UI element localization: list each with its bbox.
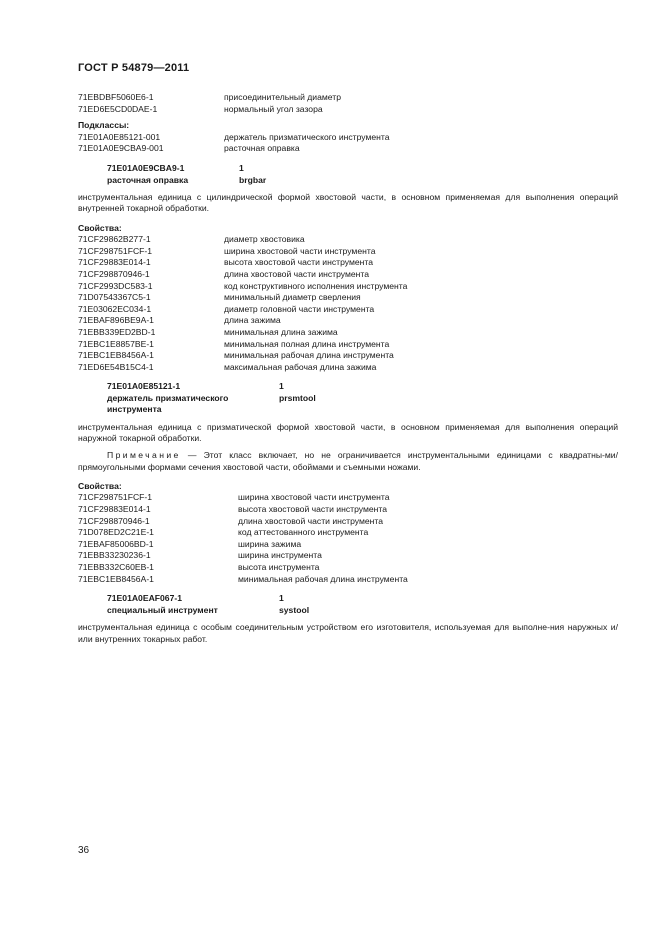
property-row — [78, 281, 618, 293]
property-label: минимальный диаметр сверления — [224, 292, 361, 303]
class-name-row — [107, 393, 618, 405]
property-label: минимальная рабочая длина инструмента — [238, 573, 408, 584]
class-heading-special-tool — [78, 593, 618, 616]
class-version: 1 — [239, 162, 244, 173]
class-name-row — [107, 175, 618, 187]
class-name-row — [107, 605, 618, 617]
property-label: длина зажима — [224, 315, 281, 326]
class-description: инструментальная единица с особым соединительным устройством его изготовителя, используемая для выполне-ния наружных и/или внутренних токарных работ. — [78, 622, 618, 644]
property-code: 71CF29862B277-1 — [78, 234, 151, 245]
class-code-row — [107, 593, 618, 605]
property-code: 71EBAF896BE9A-1 — [78, 315, 154, 326]
property-row — [78, 539, 618, 551]
property-label: присоединительный диаметр — [224, 92, 342, 102]
property-row — [78, 92, 618, 104]
subclass-row — [78, 143, 618, 155]
property-code: 71D07543367C5-1 — [78, 292, 151, 303]
property-row — [78, 550, 618, 562]
property-label: ширина хвостовой части инструмента — [238, 492, 390, 503]
property-code: 71ED6E5CD0DAE-1 — [78, 103, 158, 114]
top-properties-list — [78, 92, 618, 115]
class-code-row — [107, 381, 618, 393]
class-code: 71E01A0E9CBA9-1 — [107, 162, 185, 173]
property-code: 71EBC1E8857BE-1 — [78, 338, 154, 349]
properties-heading: Свойства: — [78, 222, 122, 233]
property-row — [78, 234, 618, 246]
property-code: 71EBB33230236-1 — [78, 550, 151, 561]
class-name: держатель призматического — [107, 392, 229, 403]
property-label: ширина зажима — [238, 538, 302, 549]
property-label: высота хвостовой части инструмента — [238, 504, 388, 515]
class1-properties-list — [78, 234, 618, 373]
property-code: 71CF29883E014-1 — [78, 257, 151, 268]
property-row — [78, 292, 618, 304]
property-code: 71CF298751FCF-1 — [78, 245, 153, 256]
class-short-name: prsmtool — [279, 392, 316, 403]
class-heading-prismatic-holder — [78, 381, 618, 416]
property-code: 71CF298751FCF-1 — [78, 492, 153, 503]
property-label: нормальный угол зазора — [224, 103, 323, 114]
class-description: инструментальная единица с призматической формой хвостовой части, в основном применяемая для выполнения операций наружной токарной обработки. — [78, 422, 618, 444]
property-row — [78, 104, 618, 116]
property-label: минимальная полная длина инструмента — [224, 338, 390, 349]
property-row — [78, 246, 618, 258]
note-text: — Этот класс включает, но не ограничивается инструментальными единицами с квадратны-ми/прямоугольными формами сечения хвостовой части, обоймами и съемными ножами. — [78, 450, 618, 472]
document-body — [78, 92, 618, 645]
property-row — [78, 527, 618, 539]
property-code: 71EBAF85006BD-1 — [78, 538, 154, 549]
property-code: 71EBC1EB8456A-1 — [78, 350, 154, 361]
property-row — [78, 315, 618, 327]
property-row — [78, 327, 618, 339]
class-name: расточная оправка — [107, 174, 189, 185]
property-label: код конструктивного исполнения инструмента — [224, 280, 408, 291]
class-short-name: brgbar — [239, 174, 267, 185]
property-label: длина хвостовой части инструмента — [238, 515, 384, 526]
property-label: минимальная рабочая длина инструмента — [224, 350, 394, 361]
property-label: максимальная рабочая длина зажима — [224, 361, 377, 372]
property-label: длина хвостовой части инструмента — [224, 268, 370, 279]
property-code: 71D078ED2C21E-1 — [78, 527, 154, 538]
property-row — [78, 269, 618, 281]
property-row — [78, 562, 618, 574]
property-code: 71E03062EC034-1 — [78, 303, 152, 314]
property-code: 71CF298870946-1 — [78, 515, 150, 526]
property-row — [78, 504, 618, 516]
class-code: 71E01A0EAF067-1 — [107, 593, 183, 604]
subclass-label: держатель призматического инструмента — [224, 131, 390, 142]
subclasses-heading: Подклассы: — [78, 120, 130, 131]
property-label: высота инструмента — [238, 562, 320, 573]
property-label: код аттестованного инструмента — [238, 527, 369, 538]
property-label: ширина хвостовой части инструмента — [224, 245, 376, 256]
document-header-title: ГОСТ Р 54879—2011 — [78, 62, 190, 74]
class-code: 71E01A0E85121-1 — [107, 381, 181, 392]
property-code: 71EBB339ED2BD-1 — [78, 326, 156, 337]
class-version: 1 — [279, 381, 284, 392]
property-label: диаметр головной части инструмента — [224, 303, 375, 314]
subclass-code: 71E01A0E85121-001 — [78, 131, 161, 142]
class-name-continued: инструмента — [107, 404, 162, 415]
property-code: 71EBDBF5060E6-1 — [78, 92, 154, 102]
property-row — [78, 339, 618, 351]
property-label: диаметр хвостовика — [224, 234, 305, 245]
class2-properties-list — [78, 492, 618, 585]
class-heading-boring-bar — [78, 163, 618, 186]
property-code: 71CF29883E014-1 — [78, 504, 151, 515]
property-label: высота хвостовой части инструмента — [224, 257, 374, 268]
property-label: ширина инструмента — [238, 550, 322, 561]
property-label: минимальная длина зажима — [224, 326, 338, 337]
property-code: 71EBB332C60EB-1 — [78, 562, 154, 573]
properties-heading: Свойства: — [78, 480, 122, 491]
page-number: 36 — [78, 845, 90, 856]
subclass-label: расточная оправка — [224, 143, 300, 154]
subclass-code: 71E01A0E9CBA9-001 — [78, 143, 164, 154]
property-code: 71ED6E54B15C4-1 — [78, 361, 154, 372]
property-code: 71EBC1EB8456A-1 — [78, 573, 154, 584]
property-row — [78, 362, 618, 374]
subclasses-list — [78, 132, 618, 155]
property-row — [78, 492, 618, 504]
property-code: 71CF298870946-1 — [78, 268, 150, 279]
class-description: инструментальная единица с цилиндрической формой хвостовой части, в основном применяемая для выполнения операций внутренней токарной обработки. — [78, 192, 618, 214]
property-row — [78, 304, 618, 316]
class-short-name: systool — [279, 604, 310, 615]
class-version: 1 — [279, 593, 284, 604]
property-row — [78, 574, 618, 586]
note-label: Примечание — [107, 450, 181, 461]
property-code: 71CF2993DC583-1 — [78, 280, 153, 291]
property-row — [78, 350, 618, 362]
subclass-row — [78, 132, 618, 144]
class-note — [78, 450, 618, 472]
property-row — [78, 257, 618, 269]
property-row — [78, 516, 618, 528]
class-code-row — [107, 163, 618, 175]
class-name: специальный инструмент — [107, 604, 218, 615]
